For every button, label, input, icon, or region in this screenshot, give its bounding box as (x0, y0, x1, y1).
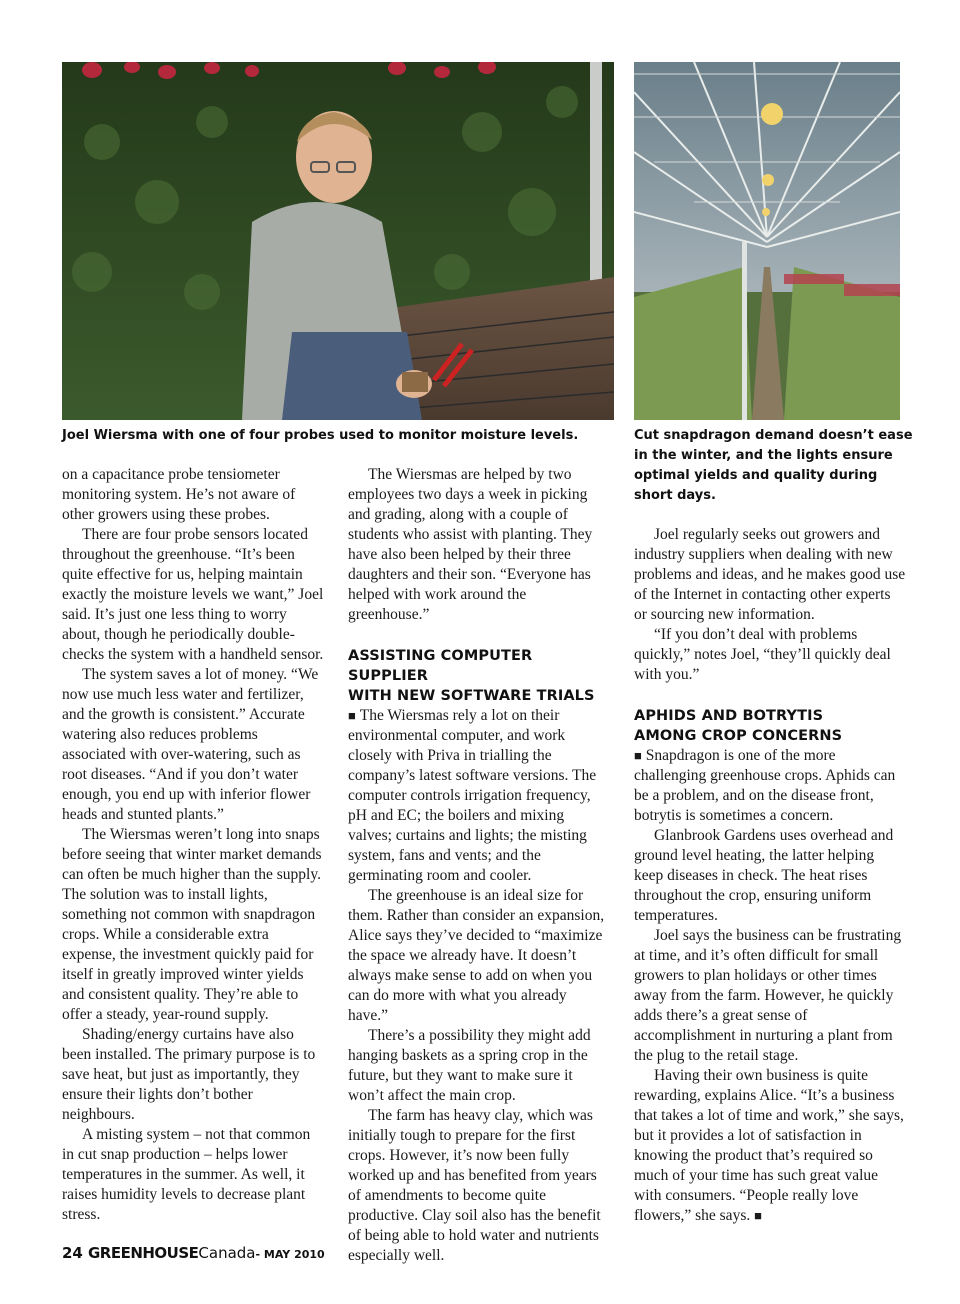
heading-line: APHIDS AND BOTRYTIS (634, 708, 824, 724)
caption-right-line: Cut snapdragon demand doesn’t ease (634, 428, 913, 443)
page-footer (62, 1243, 325, 1262)
paragraph: There’s a possibility they might add hanging baskets as a spring crop in the future, but they want to make sure it won’t affect the main crop. (348, 1027, 591, 1104)
caption-right-line: in the winter, and the lights ensure (634, 448, 893, 463)
paragraph: Joel says the business can be frustrating at time, and it’s often difficult for small growers to plan holidays or other times away from the farm. However, he quickly adds there’s a great sense of accomplishment in nurturing a plant from the plug to the retail stage. (634, 927, 902, 1064)
paragraph: A misting system – not that common in cut snap production – helps lower temperatures in the summer. As well, it raises humidity levels to decrease plant stress. (62, 1126, 311, 1223)
section-heading-aphids (634, 706, 906, 746)
paragraph: Glanbrook Gardens uses overhead and ground level heating, the latter helping keep diseases in check. The heat rises throughout the crop, ensuring uniform temperatures. (634, 827, 894, 924)
end-mark-icon: ■ (754, 1208, 762, 1223)
paragraph: Shading/energy curtains have also been installed. The primary purpose is to save heat, but just as importantly, they ensure their lights don’t bother neighbours. (62, 1026, 316, 1123)
article-column-1 (62, 465, 324, 1225)
heading-line: AMONG CROP CONCERNS (634, 728, 843, 744)
magazine-name-bold: GREENHOUSE (87, 1244, 199, 1262)
paragraph: The greenhouse is an ideal size for them. Rather than consider an expansion, Alice says they’ve decided to “maximize the space we already have. It doesn’t always make sense to add on when you can do more with what you already have.” (348, 887, 605, 1024)
greenhouse-photo-illustration (634, 62, 900, 420)
photo-caption-left (62, 426, 622, 446)
page-number: 24 (62, 1244, 83, 1262)
caption-right-line: optimal yields and quality during (634, 468, 878, 483)
photo-grower-with-probe (62, 62, 614, 420)
paragraph (634, 1066, 906, 1226)
article-column-3 (634, 525, 906, 1226)
paragraph-text: The Wiersmas rely a lot on their environmental computer, and work closely with Priva in trialling the company’s latest software versions. The computer controls irrigation frequency, pH and EC; the boilers and mixing valves; curtains and lights; the misting system, fans and vents; and the germinating room and cooler. (348, 707, 597, 884)
photo-greenhouse-interior (634, 62, 900, 420)
issue-date: - MAY 2010 (255, 1248, 325, 1261)
square-bullet-icon: ■ (634, 748, 642, 763)
paragraph: The Wiersmas weren’t long into snaps before seeing that winter market demands can often be much higher than the supply. The solution was to install lights, something not common with snapdragon crops. While a considerable extra expense, the investment quickly paid for itself in greatly improved winter yields and consistent quality. They’re able to offer a steady, year-round supply. (62, 826, 322, 1023)
paragraph: The system saves a lot of money. “We now use much less water and fertilizer, and the growth is consistent.” Accurate watering also reduces problems associated with over-watering, such as root diseases. “And if you don’t water enough, you end up with inferior flower heads and stunted plants.” (62, 666, 319, 823)
magazine-name-regular: Canada (198, 1244, 256, 1262)
paragraph-text: Snapdragon is one of the more challenging greenhouse crops. Aphids can be a problem, and on the disease front, botrytis is sometimes a concern. (634, 747, 896, 824)
photo-caption-right (634, 426, 914, 506)
paragraph: on a capacitance probe tensiometer monitoring system. He’s not aware of other growers using these probes. (62, 466, 296, 523)
grower-photo-illustration (62, 62, 614, 420)
paragraph: “If you don’t deal with problems quickly,” notes Joel, “they’ll quickly deal with you.” (634, 626, 891, 683)
paragraph: Joel regularly seeks out growers and industry suppliers when dealing with new problems and ideas, and he makes good use of the Internet in contacting other experts or sourcing new information. (634, 526, 906, 623)
square-bullet-icon: ■ (348, 708, 356, 723)
heading-line: WITH NEW SOFTWARE TRIALS (348, 688, 595, 704)
paragraph-text: Having their own business is quite rewarding, explains Alice. “It’s a business that takes a lot of time and work,” she says, but it provides a lot of satisfaction in knowing the product that’s required so much of your time has such great value with consumers. “People really love flowers,” she says. (634, 1067, 904, 1224)
paragraph: The farm has heavy clay, which was initially tough to prepare for the first crops. However, it’s now been fully worked up and has benefited from years of amendments to become quite productive. Clay soil also has the benefit of being able to hold water and nutrients especially well. (348, 1107, 601, 1264)
paragraph (348, 706, 610, 886)
section-heading-computer-supplier (348, 646, 610, 706)
paragraph: The Wiersmas are helped by two employees two days a week in picking and grading, along with a couple of students who assist with planting. They have also been helped by their three daughters and their son. “Everyone has helped with work around the greenhouse.” (348, 466, 593, 623)
heading-line: ASSISTING COMPUTER SUPPLIER (348, 648, 533, 684)
article-column-2 (348, 465, 610, 1266)
caption-right-line: short days. (634, 488, 716, 503)
paragraph: There are four probe sensors located throughout the greenhouse. “It’s been quite effective for us, helping maintain exactly the moisture levels we want,” Joel said. It’s just one less thing to worry about, though he periodically double-checks the system with a handheld sensor. (62, 526, 324, 663)
paragraph (634, 746, 906, 826)
caption-left-text: Joel Wiersma with one of four probes used to monitor moisture levels. (62, 428, 579, 443)
